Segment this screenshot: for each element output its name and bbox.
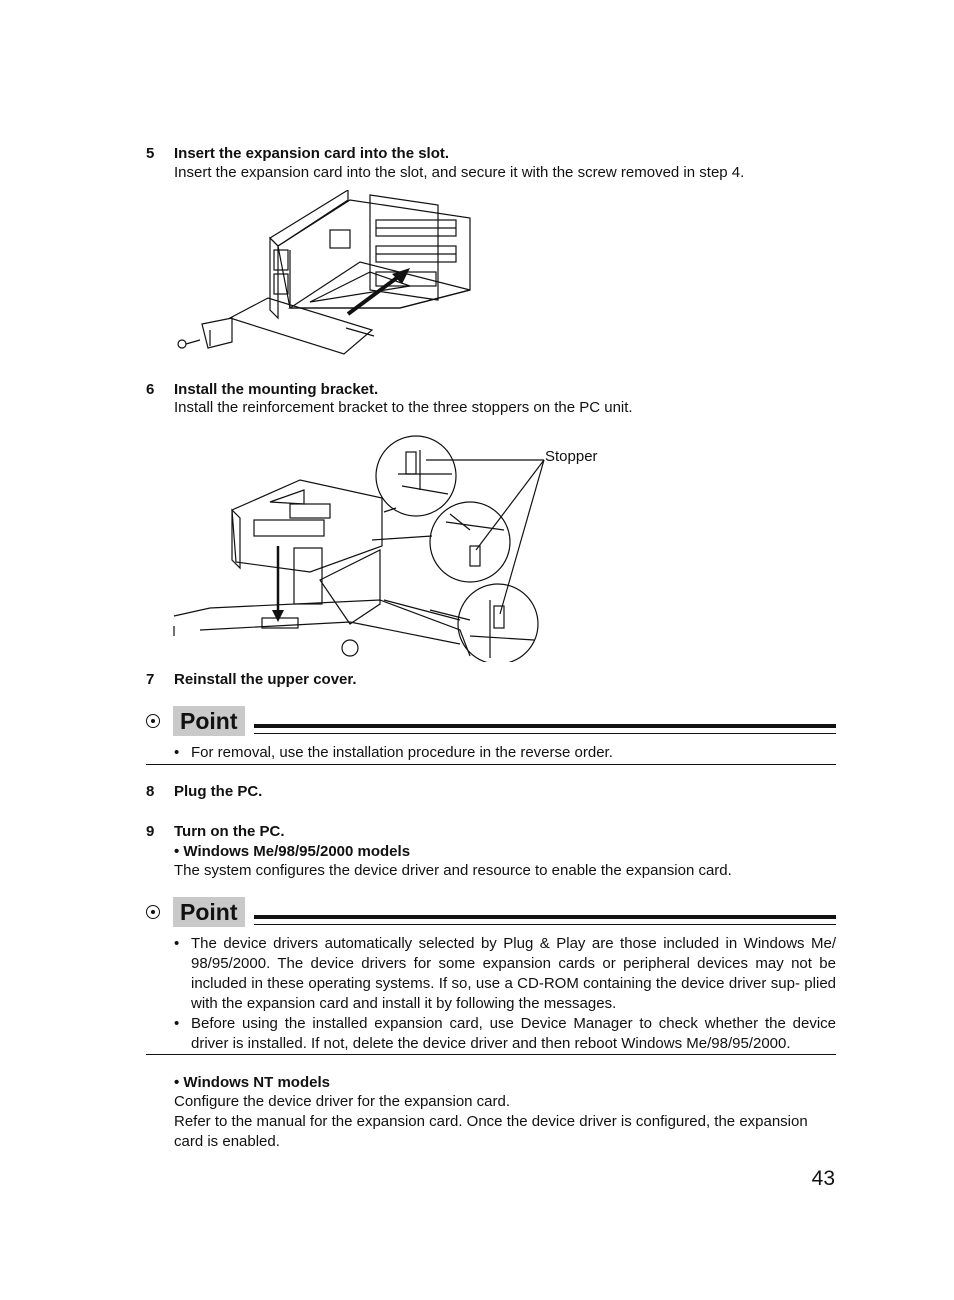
target-icon — [146, 714, 160, 728]
divider — [146, 1054, 836, 1055]
stopper-callout: Stopper — [545, 448, 598, 465]
step-description: Insert the expansion card into the slot, and secure it with the screw removed in step 4. — [174, 164, 745, 181]
step-description: Install the reinforcement bracket to the three stoppers on the PC unit. — [174, 399, 633, 416]
point-label: Point — [173, 897, 245, 927]
point-label: Point — [173, 706, 245, 736]
expansion-card-illustration — [170, 190, 490, 362]
step-title: Reinstall the upper cover. — [174, 671, 357, 688]
os-heading: • Windows Me/98/95/2000 models — [174, 843, 411, 860]
step-title: Turn on the PC. — [174, 823, 285, 840]
step-number: 5 — [146, 145, 155, 162]
os-heading: • Windows NT models — [174, 1074, 330, 1091]
step-title: Insert the expansion card into the slot. — [174, 145, 450, 162]
nt-description: Configure the device driver for the expansion card. — [174, 1093, 511, 1110]
point-list — [174, 934, 836, 1054]
list-item: • Before using the installed expansion card, use Device Manager to check whether the device driver is installed. If not, delete the device driver and then reboot Windows Me/98/95/2000. — [174, 1014, 836, 1054]
mounting-bracket-illustration — [170, 430, 570, 662]
point-header — [146, 706, 836, 738]
nt-description: Refer to the manual for the expansion card. Once the device driver is configured, the expansion card is enabled. — [174, 1113, 808, 1150]
step-description: The system configures the device driver and resource to enable the expansion card. — [174, 862, 732, 879]
step-number: 8 — [146, 783, 155, 800]
list-item: • The device drivers automatically selected by Plug & Play are those included in Windows Me/ 98/95/2000. The device drivers for some expansion cards or peripheral devices may not be included in these operating systems. If so, use a CD-ROM containing the device driver sup- plied with the expansion card and install it by following the messages. — [174, 934, 836, 1014]
step-number: 9 — [146, 823, 155, 840]
list-item: • For removal, use the installation procedure in the reverse order. — [174, 743, 836, 763]
step-number: 6 — [146, 381, 155, 398]
point-list — [174, 743, 836, 763]
step-number: 7 — [146, 671, 155, 688]
step-title: Install the mounting bracket. — [174, 381, 379, 398]
page-number: 43 — [811, 1167, 835, 1190]
target-icon — [146, 905, 160, 919]
step-title: Plug the PC. — [174, 783, 263, 800]
point-header — [146, 897, 836, 929]
divider — [146, 764, 836, 765]
